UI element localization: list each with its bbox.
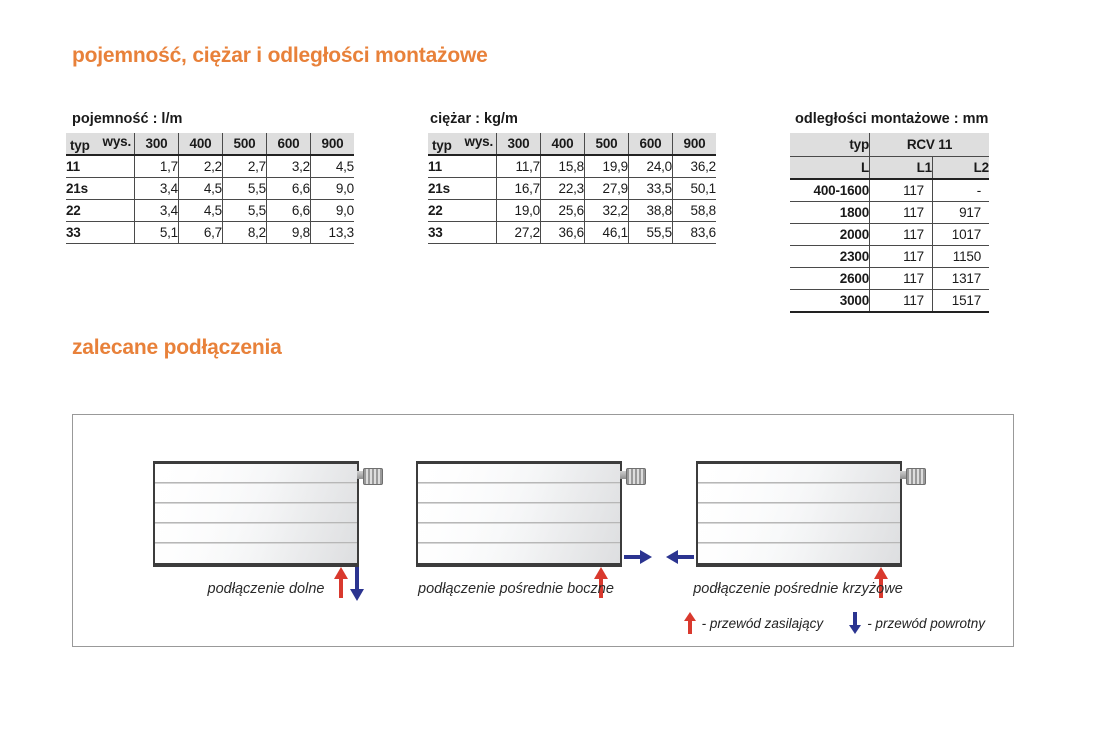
weight-table-caption: ciężar : kg/m [430, 111, 518, 127]
return-arrow-icon [849, 612, 861, 634]
radiator-panel-line [698, 482, 900, 484]
table-cell: - [933, 179, 990, 202]
row-header: 11 [66, 155, 135, 178]
mounting-table [790, 133, 989, 313]
table-cell: 117 [870, 290, 933, 313]
table-cell: 58,8 [673, 200, 717, 222]
valve-icon [363, 468, 383, 485]
table-row [790, 224, 989, 246]
table-row [428, 222, 716, 244]
radiator-panel-line [155, 542, 357, 544]
table-cell: 24,0 [629, 155, 673, 178]
connections-diagram [72, 414, 1014, 647]
table-cell: 33,5 [629, 178, 673, 200]
table-cell: 4,5 [179, 200, 223, 222]
legend [684, 612, 985, 634]
table-cell: 2,2 [179, 155, 223, 178]
table-cell: 19,0 [497, 200, 541, 222]
row-header: 22 [66, 200, 135, 222]
radiator-sheen [155, 464, 357, 563]
connections-section-title: zalecane podłączenia [72, 336, 282, 359]
row-header: 21s [428, 178, 497, 200]
table-row [66, 200, 354, 222]
connection-label: podłączenie dolne [207, 581, 325, 597]
table-cell: 27,2 [497, 222, 541, 244]
valve-icon [906, 468, 926, 485]
radiator-panel-line [418, 502, 620, 504]
table-cell: 4,5 [311, 155, 355, 178]
legend-item-return [849, 612, 985, 634]
table-cell: 13,3 [311, 222, 355, 244]
table-row [790, 179, 989, 202]
column-header-typ: typ [790, 133, 870, 157]
table-cell: 1517 [933, 290, 990, 313]
column-header: 600 [267, 133, 311, 155]
radiator-panel-line [155, 482, 357, 484]
table-cell: 117 [870, 268, 933, 290]
row-header: 3000 [790, 290, 870, 313]
table-row [790, 268, 989, 290]
table-cell: 15,8 [541, 155, 585, 178]
table-cell: 16,7 [497, 178, 541, 200]
radiator-panel-line [418, 542, 620, 544]
row-header: 2000 [790, 224, 870, 246]
radiator-bottom-connection [153, 461, 359, 567]
legend-supply-label: - przewód zasilający [701, 615, 824, 631]
table-row [66, 155, 354, 178]
page-title: pojemność, ciężar i odległości montażowe [72, 44, 488, 67]
radiator-panel-line [418, 482, 620, 484]
row-header: 22 [428, 200, 497, 222]
table-cell: 1317 [933, 268, 990, 290]
table-cell: 117 [870, 224, 933, 246]
row-header: 33 [66, 222, 135, 244]
row-header: 2300 [790, 246, 870, 268]
radiator-panel-line [698, 522, 900, 524]
column-header: 300 [135, 133, 179, 155]
table-cell: 83,6 [673, 222, 717, 244]
radiator-panel-line [698, 502, 900, 504]
table-row [428, 200, 716, 222]
column-header-L: L [790, 157, 870, 180]
table-cell: 32,2 [585, 200, 629, 222]
column-header-L2: L2 [933, 157, 990, 180]
return-arrow-icon [624, 550, 652, 564]
table-cell: 46,1 [585, 222, 629, 244]
table-row [428, 155, 716, 178]
column-header-L1: L1 [870, 157, 933, 180]
corner-label-wys: wys. [102, 134, 131, 149]
table-cell: 2,7 [223, 155, 267, 178]
row-header: 2600 [790, 268, 870, 290]
column-header: 600 [629, 133, 673, 155]
corner-label-typ: typ [70, 138, 90, 153]
weight-table [428, 133, 716, 244]
table-cell: 3,4 [135, 178, 179, 200]
table-row [66, 178, 354, 200]
legend-item-supply [684, 612, 824, 634]
valve-icon [626, 468, 646, 485]
column-header: 500 [585, 133, 629, 155]
column-header: 400 [541, 133, 585, 155]
table-cell: 50,1 [673, 178, 717, 200]
table-row [66, 222, 354, 244]
table-cell: 8,2 [223, 222, 267, 244]
radiator-panel-line [155, 502, 357, 504]
table-cell: 9,0 [311, 178, 355, 200]
table-row [790, 246, 989, 268]
legend-return-label: - przewód powrotny [867, 615, 985, 631]
return-arrow-icon [666, 550, 694, 564]
table-cell: 27,9 [585, 178, 629, 200]
table-cell: 6,6 [267, 178, 311, 200]
table-cell: 5,1 [135, 222, 179, 244]
connection-label: podłączenie pośrednie krzyżowe [693, 581, 903, 597]
table-cell: 19,9 [585, 155, 629, 178]
row-header: 400-1600 [790, 179, 870, 202]
column-header: 300 [497, 133, 541, 155]
table-cell: 3,2 [267, 155, 311, 178]
table-cell: 25,6 [541, 200, 585, 222]
column-header: 500 [223, 133, 267, 155]
table-row [790, 290, 989, 313]
corner-header-cell [428, 133, 497, 155]
table-cell: 55,5 [629, 222, 673, 244]
table-cell: 22,3 [541, 178, 585, 200]
table-cell: 4,5 [179, 178, 223, 200]
row-header: 1800 [790, 202, 870, 224]
capacity-table [66, 133, 354, 244]
radiator-side-connection [416, 461, 622, 567]
column-header: 900 [311, 133, 355, 155]
table-cell: 36,6 [541, 222, 585, 244]
table-cell: 5,5 [223, 178, 267, 200]
table-cell: 3,4 [135, 200, 179, 222]
column-header: 900 [673, 133, 717, 155]
table-row [790, 202, 989, 224]
table-row [428, 178, 716, 200]
table-cell: 36,2 [673, 155, 717, 178]
radiator-panel-line [155, 522, 357, 524]
radiator-sheen [698, 464, 900, 563]
table-cell: 6,6 [267, 200, 311, 222]
capacity-table-caption: pojemność : l/m [72, 111, 183, 127]
radiator-panel-line [418, 522, 620, 524]
column-header: 400 [179, 133, 223, 155]
corner-header-cell [66, 133, 135, 155]
corner-label-typ: typ [432, 138, 452, 153]
row-header: 33 [428, 222, 497, 244]
radiator-panel-line [698, 542, 900, 544]
table-cell: 1,7 [135, 155, 179, 178]
table-cell: 11,7 [497, 155, 541, 178]
corner-label-wys: wys. [464, 134, 493, 149]
table-cell: 1150 [933, 246, 990, 268]
radiator-cross-connection [696, 461, 902, 567]
row-header: 11 [428, 155, 497, 178]
connection-label: podłączenie pośrednie boczne [418, 581, 614, 597]
table-cell: 38,8 [629, 200, 673, 222]
table-cell: 117 [870, 202, 933, 224]
table-cell: 6,7 [179, 222, 223, 244]
table-cell: 917 [933, 202, 990, 224]
column-header-group: RCV 11 [870, 133, 990, 157]
row-header: 21s [66, 178, 135, 200]
table-cell: 117 [870, 246, 933, 268]
table-cell: 9,8 [267, 222, 311, 244]
table-cell: 1017 [933, 224, 990, 246]
supply-arrow-icon [684, 612, 696, 634]
table-cell: 117 [870, 179, 933, 202]
table-cell: 5,5 [223, 200, 267, 222]
radiator-sheen [418, 464, 620, 563]
mounting-table-caption: odległości montażowe : mm [795, 111, 989, 127]
table-cell: 9,0 [311, 200, 355, 222]
